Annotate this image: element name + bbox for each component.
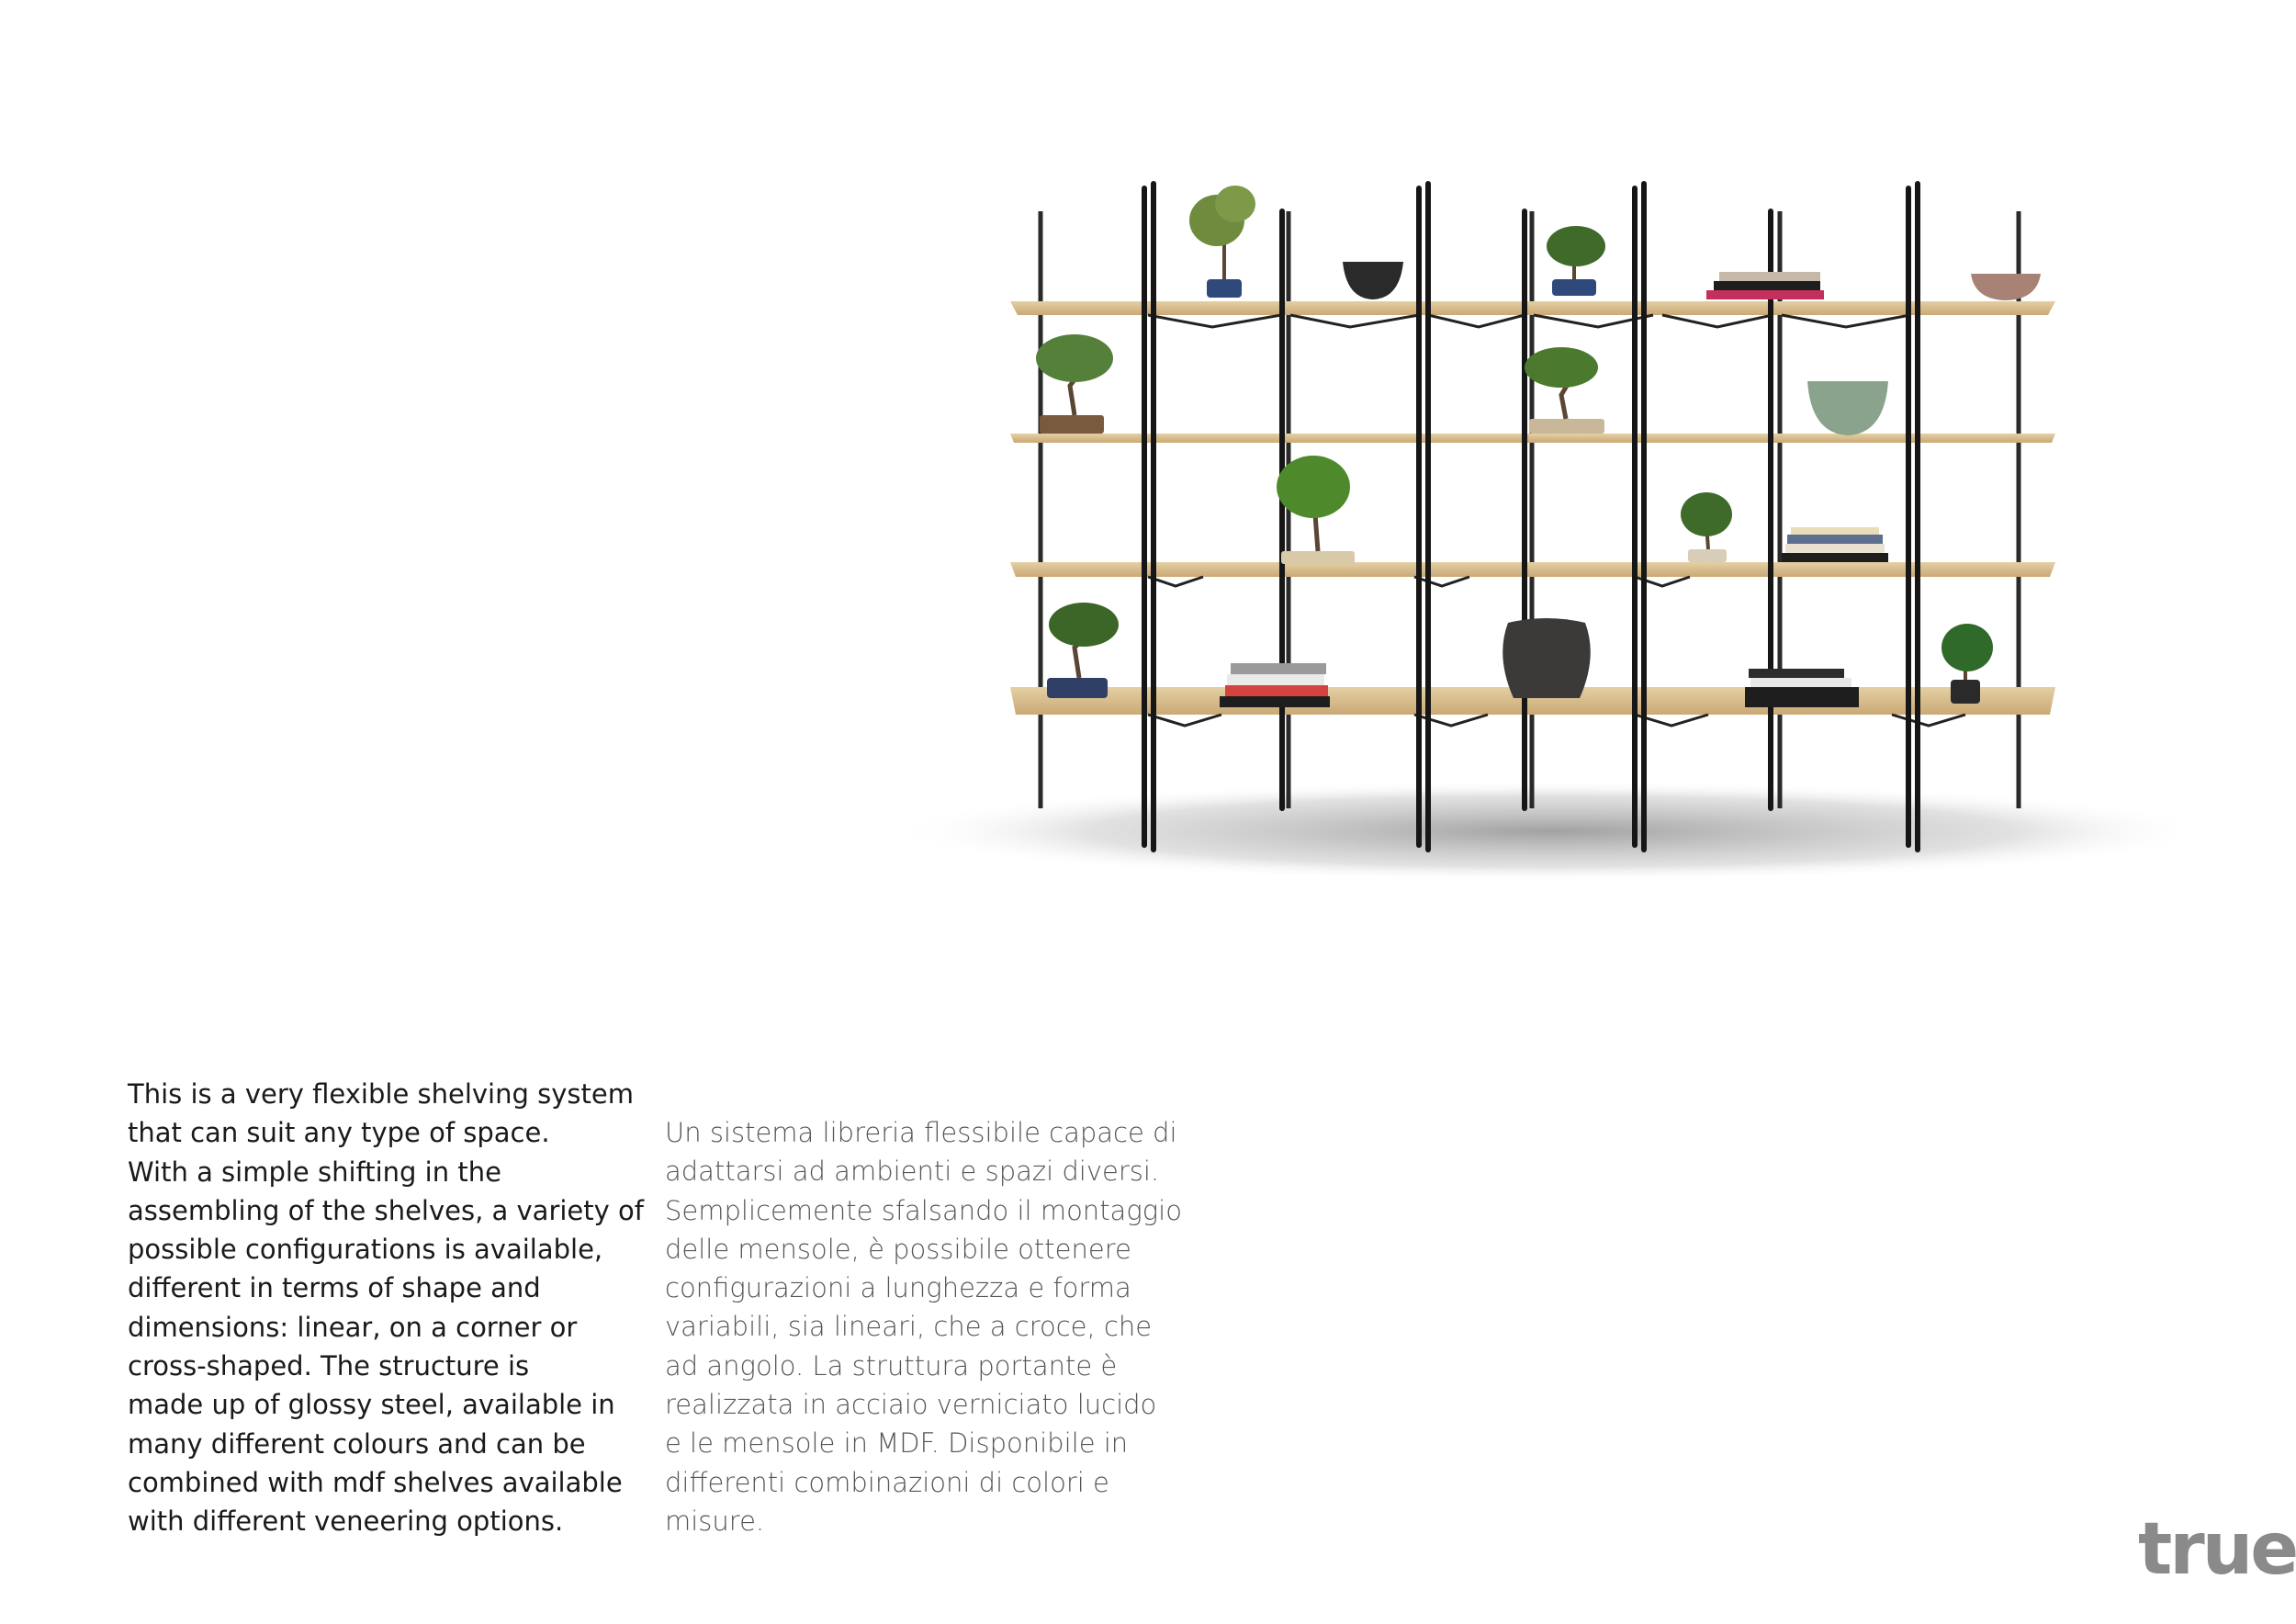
text-line: e le mensole in MDF. Disponibile in — [665, 1427, 1129, 1460]
floor-shadow — [909, 781, 2177, 882]
text-line: dimensions: linear, on a corner or — [128, 1311, 578, 1343]
text-line: This is a very flexible shelving system — [128, 1078, 634, 1110]
description-english — [128, 1075, 642, 1541]
shelving-product-image — [909, 175, 2177, 891]
bonsai-plant — [1681, 492, 1732, 562]
text-line: configurazioni a lunghezza e forma — [665, 1272, 1131, 1304]
green-pot — [1807, 381, 1888, 435]
bonsai-plant — [1547, 226, 1605, 296]
steel-frame-back — [1041, 211, 2019, 808]
book-stack — [1782, 527, 1888, 562]
text-line: misure. — [665, 1505, 765, 1537]
text-line: ad angolo. La struttura portante è — [665, 1349, 1118, 1382]
black-bowl — [1343, 262, 1403, 299]
bonsai-plant — [1189, 186, 1255, 298]
clay-bowl — [1971, 274, 2041, 300]
book-stack — [1220, 663, 1330, 707]
description-italian — [665, 1113, 1182, 1540]
brand-logo: true — [2138, 1508, 2296, 1591]
text-line: delle mensole, è possibile ottenere — [665, 1233, 1131, 1265]
text-line: differenti combinazioni di colori e — [665, 1466, 1109, 1498]
bonsai-plant — [1525, 347, 1604, 434]
text-line: Semplicemente sfalsando il montaggio — [665, 1194, 1182, 1226]
text-line: realizzata in acciaio verniciato lucido — [665, 1389, 1157, 1421]
text-line: different in terms of shape and — [128, 1272, 541, 1304]
text-line: adattarsi ad ambienti e spazi diversi. — [665, 1156, 1160, 1188]
text-line: with different veneering options. — [128, 1506, 564, 1538]
text-line: that can suit any type of space. — [128, 1117, 550, 1149]
text-line: cross-shaped. The structure is — [128, 1350, 530, 1382]
text-line: made up of glossy steel, available in — [128, 1389, 615, 1421]
text-line: possible configurations is available, — [128, 1234, 603, 1266]
text-line: Un sistema libreria flessibile capace di — [665, 1117, 1177, 1148]
dark-vase — [1503, 618, 1591, 698]
bonsai-plant — [1036, 334, 1113, 434]
text-line: With a simple shifting in the — [128, 1156, 501, 1188]
book-stack — [1706, 272, 1824, 299]
book-stack — [1745, 669, 1859, 707]
bonsai-plant — [1047, 603, 1119, 698]
text-line: variabili, sia lineari, che a croce, che — [665, 1311, 1153, 1343]
text-line: combined with mdf shelves available — [128, 1466, 623, 1498]
text-line: assembling of the shelves, a variety of — [128, 1194, 644, 1226]
text-line: many different colours and can be — [128, 1427, 586, 1460]
